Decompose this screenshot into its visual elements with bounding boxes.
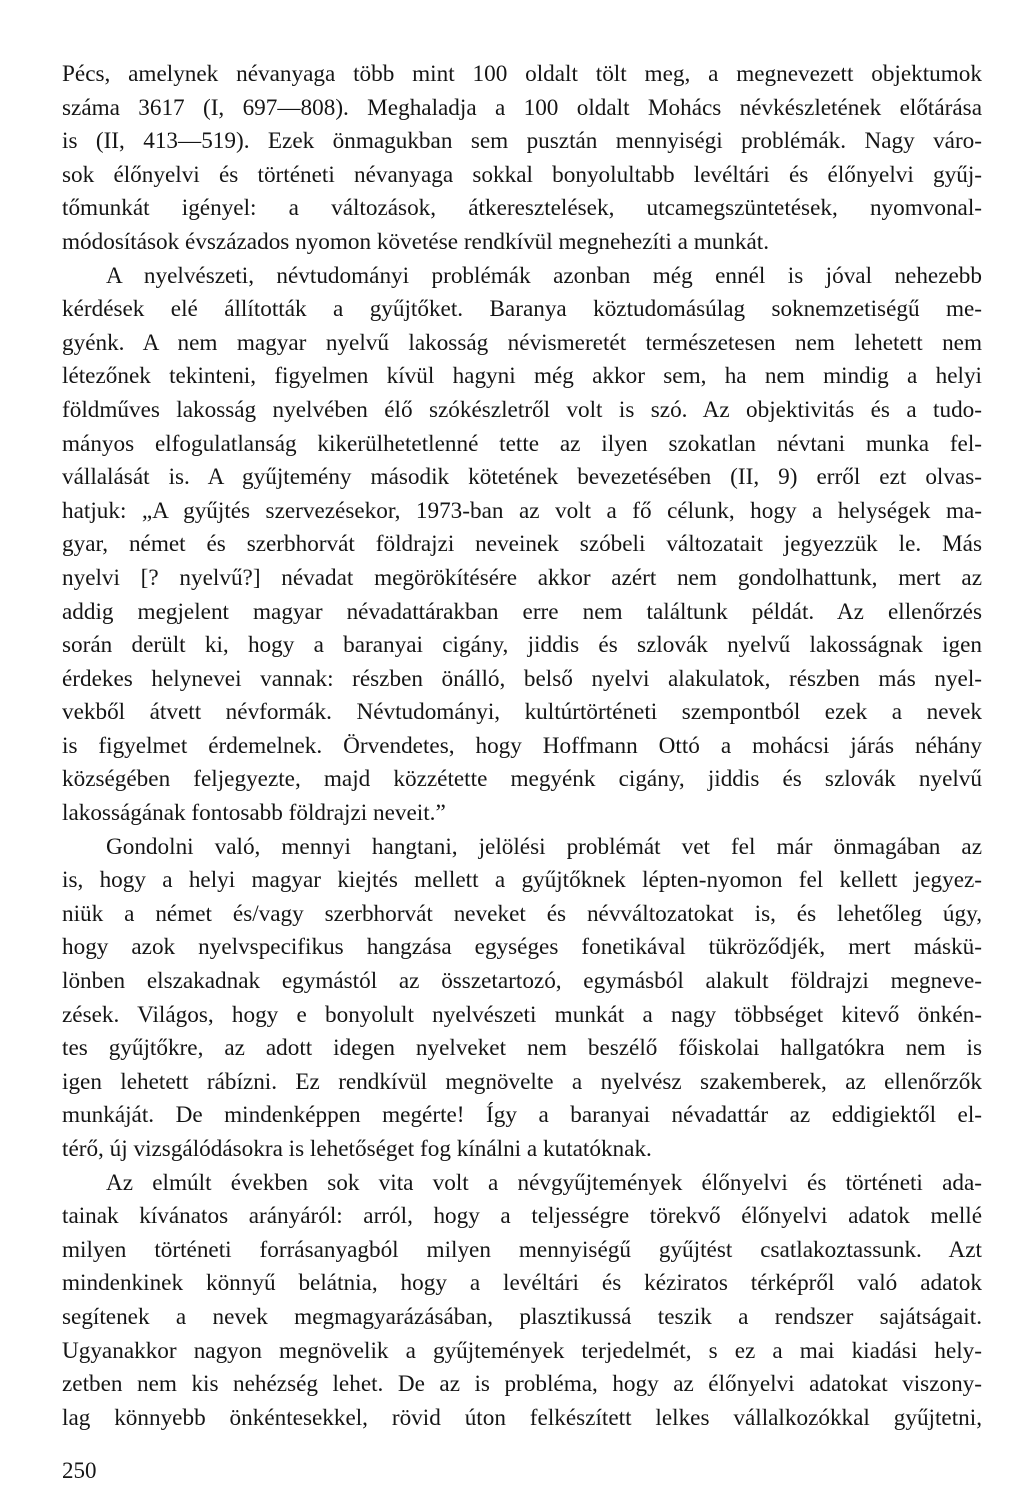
text-line: községében feljegyezte, majd közzétette megyénk cigány, jiddis és szlovák nyelvű: [62, 766, 982, 793]
body-text: [62, 58, 982, 1435]
page-number: 250: [62, 1458, 97, 1483]
text-line: létezőnek tekinteni, figyelmen kívül hagyni még akkor sem, ha nem mindig a helyi: [62, 363, 982, 390]
text-line: száma 3617 (I, 697—808). Meghaladja a 100 oldalt Mohács névkészletének előtárása: [62, 94, 982, 121]
paragraph-first-line: Az elmúlt években sok vita volt a névgyűjtemények élőnyelvi és történeti ada-: [106, 1169, 982, 1196]
text-line: gyénk. A nem magyar nyelvű lakosság névismeretét természetesen nem lehetett nem: [62, 329, 982, 356]
text-line: kérdések elé állították a gyűjtőket. Baranya köztudomásúlag soknemzetiségű me-: [62, 296, 982, 323]
text-line: módosítások évszázados nyomon követése rendkívül megnehezíti a munkát.: [62, 228, 770, 255]
text-line: tőmunkát igényel: a változások, átkeresztelések, utcamegszüntetések, nyomvonal-: [62, 195, 982, 222]
text-line: Pécs, amelynek névanyaga több mint 100 oldalt tölt meg, a megnevezett objektumok: [62, 61, 982, 87]
text-line: zetben nem kis nehézség lehet. De az is probléma, hogy az élőnyelvi adatokat viszony-: [62, 1371, 982, 1398]
text-line: során derült ki, hogy a baranyai cigány, jiddis és szlovák nyelvű lakosságnak igen: [62, 632, 982, 659]
text-line: tainak kívánatos arányáról: arról, hogy a teljességre törekvő élőnyelvi adatok mellé: [62, 1203, 982, 1230]
text-line: is, hogy a helyi magyar kiejtés mellett a gyűjtőknek lépten-nyomon fel kellett jegyez-: [62, 867, 982, 894]
text-line: lönben elszakadnak egymástól az összetartozó, egymásból alakult földrajzi megneve-: [62, 968, 982, 995]
text-line: segítenek a nevek megmagyarázásában, plasztikussá teszik a rendszer sajátságait.: [62, 1303, 982, 1330]
paragraph-first-line: A nyelvészeti, névtudományi problémák azonban még ennél is jóval nehezebb: [106, 262, 982, 289]
text-line: munkáját. De mindenképpen megérte! Így a baranyai névadattár az eddigiektől el-: [62, 1102, 982, 1129]
text-line: is (II, 413—519). Ezek önmagukban sem pusztán mennyiségi problémák. Nagy váro-: [62, 128, 982, 155]
text-line: vállalását is. A gyűjtemény második kötetének bevezetésében (II, 9) erről ezt olvas-: [62, 464, 982, 491]
paragraph-first-line: Gondolni való, mennyi hangtani, jelölési problémát vet fel már önmagában az: [106, 833, 982, 860]
text-line: hatjuk: „A gyűjtés szervezésekor, 1973-ban az volt a fő célunk, hogy a helységek ma-: [62, 497, 982, 524]
text-line: vekből átvett névformák. Névtudományi, kultúrtörténeti szempontból ezek a nevek: [62, 699, 982, 726]
text-line: lag könnyebb önkéntesekkel, rövid úton felkészített lelkes vállalkozókkal gyűjtetni,: [62, 1404, 982, 1431]
text-line: zések. Világos, hogy e bonyolult nyelvészeti munkát a nagy többséget kitevő önkén-: [62, 1001, 982, 1028]
text-line: mindenkinek könnyű belátnia, hogy a levéltári és kéziratos térképről való adatok: [62, 1270, 982, 1297]
text-line: igen lehetett rábízni. Ez rendkívül megnövelte a nyelvész szakemberek, az ellenőrzők: [62, 1068, 982, 1095]
text-line: érdekes helynevei vannak: részben önálló, belső nyelvi alakulatok, részben más nyel-: [62, 665, 982, 692]
text-line: is figyelmet érdemelnek. Örvendetes, hogy Hoffmann Ottó a mohácsi járás néhány: [62, 732, 982, 759]
text-line: niük a német és/vagy szerbhorvát neveket és névváltozatokat is, és lehetőleg úgy,: [62, 900, 982, 927]
text-line: lakosságának fontosabb földrajzi neveit.”: [62, 800, 446, 827]
text-line: nyelvi [? nyelvű?] névadat megörökítésére akkor azért nem gondolhattunk, mert az: [62, 564, 982, 591]
text-line: térő, új vizsgálódásokra is lehetőséget fog kínálni a kutatóknak.: [62, 1136, 652, 1162]
text-line: milyen történeti forrásanyagból milyen mennyiségű gyűjtést csatlakoztassunk. Azt: [62, 1236, 982, 1263]
text-line: sok élőnyelvi és történeti névanyaga sokkal bonyolultabb levéltári és élőnyelvi gyűj-: [62, 161, 982, 188]
text-line: földműves lakosság nyelvében élő szókészletről volt is szó. Az objektivitás és a tudo-: [62, 396, 982, 423]
text-line: addig megjelent magyar névadattárakban erre nem találtunk példát. Az ellenőrzés: [62, 598, 982, 625]
text-line: hogy azok nyelvspecifikus hangzása egységes fonetikával tükröződjék, mert máskü-: [62, 934, 982, 961]
text-line: gyar, német és szerbhorvát földrajzi neveinek szóbeli változatait jegyezzük le. Más: [62, 531, 982, 558]
text-line: mányos elfogulatlanság kikerülhetetlenné tette az ilyen szokatlan névtani munka fel-: [62, 430, 982, 457]
text-line: Ugyanakkor nagyon megnövelik a gyűjtemények terjedelmét, s ez a mai kiadási hely-: [62, 1337, 982, 1364]
text-line: tes gyűjtőkre, az adott idegen nyelveket nem beszélő főiskolai hallgatókra nem is: [62, 1035, 982, 1062]
